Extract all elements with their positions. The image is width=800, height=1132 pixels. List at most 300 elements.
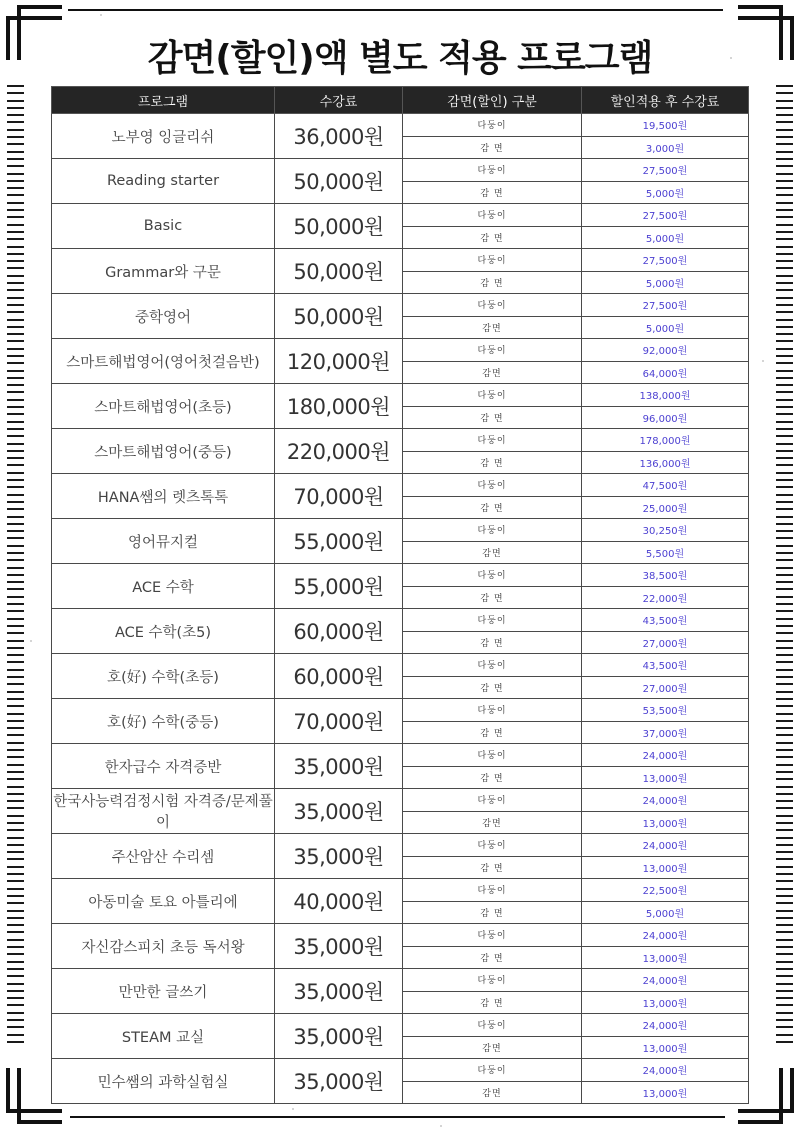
program-fee: 220,000원 [275, 429, 403, 474]
table-row [52, 699, 749, 722]
stripe [776, 399, 793, 401]
stripe [7, 603, 24, 605]
stripe [776, 304, 793, 306]
discount-type-multichild: 다둥이 [403, 564, 582, 587]
stripe [776, 647, 793, 649]
stripe [776, 114, 793, 116]
discounted-fee-multichild: 24,000원 [582, 834, 749, 857]
stripe [776, 194, 793, 196]
stripe [7, 238, 24, 240]
stripe [7, 610, 24, 612]
program-name: 스마트해법영어(중등) [52, 429, 275, 474]
discounted-fee-reduction: 5,000원 [582, 901, 749, 924]
stripe [776, 472, 793, 474]
discount-type-multichild: 다둥이 [403, 294, 582, 317]
stripe [7, 121, 24, 123]
stripe [7, 858, 24, 860]
stripe [776, 355, 793, 357]
stripe [7, 588, 24, 590]
stripe [7, 727, 24, 729]
stripe [776, 902, 793, 904]
stripe [7, 640, 24, 642]
discount-type-reduction: 감면 [403, 361, 582, 384]
stripe [7, 494, 24, 496]
discount-type-multichild: 다둥이 [403, 1014, 582, 1037]
discount-type-reduction: 감면 [403, 1036, 582, 1059]
stripe [776, 997, 793, 999]
stripe [776, 603, 793, 605]
stripe [776, 435, 793, 437]
discount-type-reduction: 감 면 [403, 271, 582, 294]
program-fee: 50,000원 [275, 294, 403, 339]
stripe [776, 187, 793, 189]
discounted-fee-reduction: 136,000원 [582, 451, 749, 474]
program-fee: 50,000원 [275, 159, 403, 204]
discounted-fee-reduction: 13,000원 [582, 946, 749, 969]
stripe [776, 523, 793, 525]
program-name: Grammar와 구문 [52, 249, 275, 294]
stripe [7, 983, 24, 985]
discounted-fee-multichild: 19,500원 [582, 114, 749, 137]
program-fee: 35,000원 [275, 924, 403, 969]
stripe [776, 640, 793, 642]
program-name: HANA쌤의 렛츠톡톡 [52, 474, 275, 519]
stripe [7, 384, 24, 386]
program-fee: 60,000원 [275, 654, 403, 699]
stripe [776, 530, 793, 532]
stripe [776, 267, 793, 269]
stripe [776, 705, 793, 707]
stripe [7, 683, 24, 685]
stripe [776, 494, 793, 496]
stripe [776, 895, 793, 897]
header-fee: 수강료 [275, 87, 403, 114]
stripe [7, 618, 24, 620]
discount-type-reduction: 감 면 [403, 721, 582, 744]
stripe [7, 669, 24, 671]
stripe [7, 348, 24, 350]
discount-type-multichild: 다둥이 [403, 1059, 582, 1082]
stripe [776, 815, 793, 817]
stripe [7, 180, 24, 182]
stripe [7, 574, 24, 576]
discounted-fee-reduction: 25,000원 [582, 496, 749, 519]
stripe [7, 545, 24, 547]
stripe [7, 107, 24, 109]
discounted-fee-reduction: 5,000원 [582, 226, 749, 249]
program-fee: 55,000원 [275, 564, 403, 609]
stripe [7, 567, 24, 569]
stripe [7, 194, 24, 196]
discounted-fee-multichild: 24,000원 [582, 744, 749, 767]
discounted-fee-reduction: 5,500원 [582, 541, 749, 564]
stripe [7, 187, 24, 189]
stripe [776, 931, 793, 933]
stripe [7, 975, 24, 977]
stripe [7, 100, 24, 102]
stripe [7, 924, 24, 926]
stripe [7, 406, 24, 408]
stripe [7, 705, 24, 707]
program-name: 만만한 글쓰기 [52, 969, 275, 1014]
stripe [7, 136, 24, 138]
stripe [776, 333, 793, 335]
stripe [7, 479, 24, 481]
background-speck [30, 640, 32, 642]
stripe [7, 355, 24, 357]
stripe [7, 253, 24, 255]
discount-type-multichild: 다둥이 [403, 699, 582, 722]
table-row [52, 1014, 749, 1037]
stripe [776, 764, 793, 766]
stripe [7, 501, 24, 503]
stripe [776, 319, 793, 321]
stripe [776, 975, 793, 977]
stripe [776, 479, 793, 481]
stripe [776, 574, 793, 576]
program-fee: 55,000원 [275, 519, 403, 564]
stripe [7, 523, 24, 525]
right-side-stripes [776, 85, 793, 1048]
stripe [7, 92, 24, 94]
discounted-fee-reduction: 13,000원 [582, 811, 749, 834]
program-fee: 70,000원 [275, 474, 403, 519]
stripe [7, 1034, 24, 1036]
stripe [7, 158, 24, 160]
stripe [776, 1012, 793, 1014]
program-name: STEAM 교실 [52, 1014, 275, 1059]
stripe [776, 143, 793, 145]
stripe [7, 559, 24, 561]
stripe [776, 85, 793, 87]
discounted-fee-multichild: 27,500원 [582, 159, 749, 182]
program-name: 스마트해법영어(영어첫걸음반) [52, 339, 275, 384]
bottom-rule [70, 1116, 725, 1118]
stripe [7, 742, 24, 744]
stripe [7, 749, 24, 751]
discount-type-reduction: 감 면 [403, 226, 582, 249]
stripe [7, 895, 24, 897]
stripe [776, 173, 793, 175]
discount-type-multichild: 다둥이 [403, 474, 582, 497]
stripe [776, 501, 793, 503]
background-speck [440, 1125, 442, 1127]
discounted-fee-multichild: 22,500원 [582, 879, 749, 902]
discounted-fee-multichild: 38,500원 [582, 564, 749, 587]
program-fee: 40,000원 [275, 879, 403, 924]
stripe [7, 267, 24, 269]
stripe [776, 508, 793, 510]
stripe [776, 559, 793, 561]
stripe [7, 282, 24, 284]
program-fee: 35,000원 [275, 1014, 403, 1059]
background-speck [100, 14, 102, 16]
stripe [7, 990, 24, 992]
table-row [52, 969, 749, 992]
discount-type-multichild: 다둥이 [403, 879, 582, 902]
stripe [776, 486, 793, 488]
stripe [7, 435, 24, 437]
discounted-fee-reduction: 5,000원 [582, 181, 749, 204]
stripe [776, 749, 793, 751]
program-name: 주산암산 수리셈 [52, 834, 275, 879]
stripe [7, 698, 24, 700]
stripe [776, 625, 793, 627]
stripe [776, 158, 793, 160]
program-name: 중학영어 [52, 294, 275, 339]
table-row [52, 744, 749, 767]
program-fee: 35,000원 [275, 834, 403, 879]
stripe [7, 968, 24, 970]
discounted-fee-multichild: 24,000원 [582, 969, 749, 992]
stripe [776, 100, 793, 102]
stripe [776, 873, 793, 875]
program-name: 스마트해법영어(초등) [52, 384, 275, 429]
program-name: 호(好) 수학(중등) [52, 699, 275, 744]
stripe [7, 333, 24, 335]
discount-type-reduction: 감 면 [403, 181, 582, 204]
stripe [7, 851, 24, 853]
table-row [52, 294, 749, 317]
program-fee: 35,000원 [275, 744, 403, 789]
discount-type-reduction: 감 면 [403, 946, 582, 969]
stripe [776, 326, 793, 328]
stripe [7, 173, 24, 175]
table-row [52, 1059, 749, 1082]
stripe [776, 136, 793, 138]
stripe [7, 829, 24, 831]
stripe [776, 1041, 793, 1043]
stripe [7, 661, 24, 663]
discounted-fee-reduction: 27,000원 [582, 676, 749, 699]
stripe [7, 202, 24, 204]
discounted-fee-multichild: 92,000원 [582, 339, 749, 362]
stripe [776, 822, 793, 824]
table-row [52, 654, 749, 677]
discounted-fee-multichild: 53,500원 [582, 699, 749, 722]
stripe [776, 457, 793, 459]
stripe [7, 151, 24, 153]
discounted-fee-reduction: 27,000원 [582, 631, 749, 654]
discounted-fee-reduction: 5,000원 [582, 316, 749, 339]
discounted-fee-multichild: 27,500원 [582, 294, 749, 317]
stripe [7, 297, 24, 299]
discount-type-multichild: 다둥이 [403, 519, 582, 542]
stripe [7, 786, 24, 788]
stripe [776, 377, 793, 379]
stripe [776, 552, 793, 554]
stripe [776, 202, 793, 204]
discounted-fee-multichild: 43,500원 [582, 654, 749, 677]
stripe [776, 92, 793, 94]
stripe [776, 384, 793, 386]
stripe [776, 428, 793, 430]
discount-type-multichild: 다둥이 [403, 969, 582, 992]
discounted-fee-reduction: 37,000원 [582, 721, 749, 744]
discounted-fee-multichild: 138,000원 [582, 384, 749, 407]
stripe [7, 953, 24, 955]
discounted-fee-multichild: 24,000원 [582, 789, 749, 812]
discount-type-reduction: 감 면 [403, 406, 582, 429]
stripe [776, 939, 793, 941]
stripe [776, 209, 793, 211]
discount-type-multichild: 다둥이 [403, 789, 582, 812]
discount-type-multichild: 다둥이 [403, 204, 582, 227]
stripe [7, 231, 24, 233]
stripe [776, 1026, 793, 1028]
stripe [776, 596, 793, 598]
table-row [52, 249, 749, 272]
stripe [7, 326, 24, 328]
stripe [776, 297, 793, 299]
stripe [776, 698, 793, 700]
discount-type-reduction: 감 면 [403, 991, 582, 1014]
stripe [776, 348, 793, 350]
program-fee-table [51, 86, 749, 1104]
stripe [7, 844, 24, 846]
discounted-fee-reduction: 96,000원 [582, 406, 749, 429]
stripe [7, 793, 24, 795]
stripe [7, 654, 24, 656]
table-row [52, 834, 749, 857]
stripe [776, 165, 793, 167]
stripe [7, 443, 24, 445]
stripe [7, 581, 24, 583]
discount-type-reduction: 감면 [403, 1081, 582, 1104]
background-speck [762, 360, 764, 362]
stripe [7, 734, 24, 736]
stripe [7, 486, 24, 488]
table-row [52, 789, 749, 812]
discounted-fee-multichild: 27,500원 [582, 249, 749, 272]
program-name: 민수쌤의 과학실험실 [52, 1059, 275, 1104]
stripe [7, 822, 24, 824]
stripe [776, 829, 793, 831]
table-row [52, 519, 749, 542]
stripe [7, 997, 24, 999]
stripe [7, 165, 24, 167]
stripe [776, 516, 793, 518]
header-discount-type: 감면(할인) 구분 [403, 87, 582, 114]
stripe [776, 888, 793, 890]
stripe [776, 289, 793, 291]
table-row [52, 474, 749, 497]
discounted-fee-reduction: 22,000원 [582, 586, 749, 609]
stripe [776, 370, 793, 372]
discounted-fee-reduction: 13,000원 [582, 1036, 749, 1059]
stripe [776, 756, 793, 758]
discount-type-multichild: 다둥이 [403, 339, 582, 362]
stripe [776, 691, 793, 693]
stripe [7, 129, 24, 131]
stripe [7, 377, 24, 379]
stripe [776, 275, 793, 277]
stripe [7, 413, 24, 415]
discounted-fee-multichild: 24,000원 [582, 1014, 749, 1037]
stripe [776, 654, 793, 656]
discount-type-reduction: 감 면 [403, 496, 582, 519]
stripe [7, 807, 24, 809]
stripe [7, 691, 24, 693]
top-rule [68, 9, 723, 11]
discounted-fee-reduction: 64,000원 [582, 361, 749, 384]
table-row [52, 339, 749, 362]
program-fee: 35,000원 [275, 789, 403, 834]
stripe [7, 1004, 24, 1006]
discount-type-multichild: 다둥이 [403, 159, 582, 182]
stripe [776, 669, 793, 671]
stripe [776, 807, 793, 809]
discounted-fee-reduction: 13,000원 [582, 991, 749, 1014]
stripe [776, 362, 793, 364]
discounted-fee-multichild: 30,250원 [582, 519, 749, 542]
stripe [776, 727, 793, 729]
table-row [52, 204, 749, 227]
stripe [776, 1004, 793, 1006]
table-row [52, 429, 749, 452]
stripe [7, 275, 24, 277]
stripe [7, 362, 24, 364]
stripe [776, 661, 793, 663]
stripe [7, 209, 24, 211]
discounted-fee-multichild: 43,500원 [582, 609, 749, 632]
stripe [776, 786, 793, 788]
discount-type-reduction: 감 면 [403, 586, 582, 609]
table-row [52, 384, 749, 407]
stripe [776, 793, 793, 795]
stripe [776, 588, 793, 590]
stripe [776, 260, 793, 262]
discount-type-multichild: 다둥이 [403, 384, 582, 407]
stripe [776, 968, 793, 970]
stripe [7, 428, 24, 430]
stripe [7, 114, 24, 116]
discount-type-reduction: 감면 [403, 316, 582, 339]
discount-type-reduction: 감면 [403, 541, 582, 564]
stripe [7, 931, 24, 933]
discount-type-reduction: 감 면 [403, 856, 582, 879]
discounted-fee-reduction: 3,000원 [582, 136, 749, 159]
stripe [776, 866, 793, 868]
stripe [7, 224, 24, 226]
program-name: 한자급수 자격증반 [52, 744, 275, 789]
stripe [7, 676, 24, 678]
program-name: 영어뮤지컬 [52, 519, 275, 564]
program-fee: 50,000원 [275, 204, 403, 249]
table-row [52, 879, 749, 902]
discount-type-reduction: 감 면 [403, 136, 582, 159]
program-fee: 120,000원 [275, 339, 403, 384]
discounted-fee-reduction: 5,000원 [582, 271, 749, 294]
stripe [7, 370, 24, 372]
stripe [7, 596, 24, 598]
discount-type-multichild: 다둥이 [403, 609, 582, 632]
stripe [776, 224, 793, 226]
page-title: 감면(할인)액 별도 적용 프로그램 [147, 38, 653, 79]
discount-type-multichild: 다둥이 [403, 249, 582, 272]
stripe [7, 815, 24, 817]
stripe [776, 581, 793, 583]
stripe [776, 910, 793, 912]
discount-type-reduction: 감면 [403, 811, 582, 834]
stripe [776, 990, 793, 992]
program-name: 한국사능력검정시험 자격증/문제풀이 [52, 789, 275, 834]
stripe [776, 771, 793, 773]
stripe [7, 902, 24, 904]
stripe [776, 676, 793, 678]
stripe [7, 340, 24, 342]
stripe [776, 683, 793, 685]
